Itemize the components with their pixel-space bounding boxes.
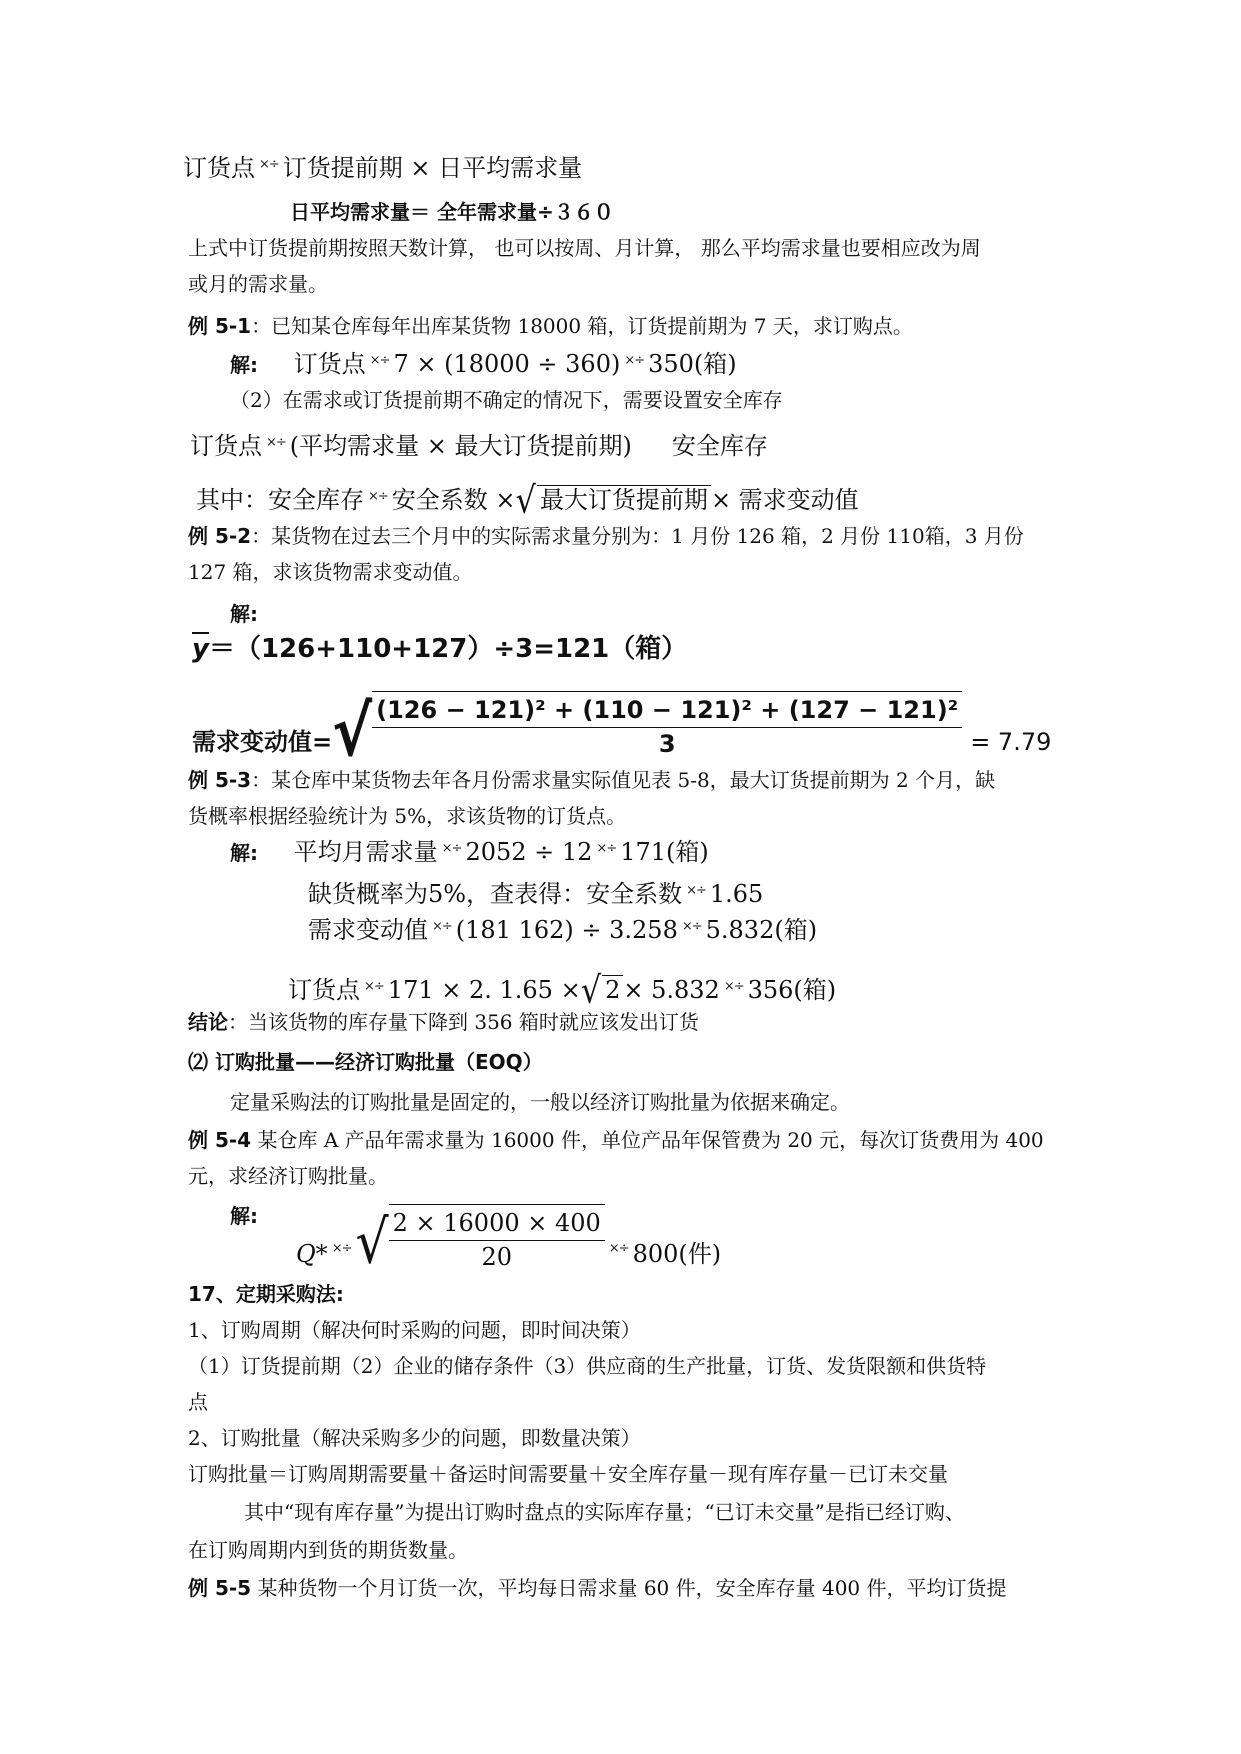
sqrt-symbol: √ xyxy=(355,1208,389,1278)
fraction xyxy=(389,1204,605,1272)
eoq-formula xyxy=(296,1196,722,1278)
paragraph-line: 订购批量＝订购周期需要量＋备运时间需要量＋安全库存量－现有库存量－已订未交量 xyxy=(188,1462,948,1486)
paragraph-line: （1）订货提前期（2）企业的储存条件（3）供应商的生产批量，订货、发货限额和供货特 xyxy=(188,1354,987,1378)
text: ：当该货物的库存量下降到 356 箱时就应该发出订货 xyxy=(228,1010,699,1034)
case-2-line: （2）在需求或订货提前期不确定的情况下，需要设置安全库存 xyxy=(230,388,783,412)
example-label: 例 5-3 xyxy=(188,768,252,792)
fraction xyxy=(372,691,962,759)
garbled-symbol: ×÷ xyxy=(266,435,286,450)
sqrt-symbol: √ xyxy=(332,691,373,773)
text: 订货点 xyxy=(183,154,255,182)
text: 5.832(箱) xyxy=(705,916,818,944)
example-5-5 xyxy=(188,1576,1007,1600)
garbled-symbol: ×÷ xyxy=(441,841,462,856)
garbled-symbol: ×÷ xyxy=(624,353,645,368)
sqrt-content: 2 xyxy=(602,975,623,1005)
garbled-symbol: ×÷ xyxy=(596,841,617,856)
formula-daily-demand: 日平均需求量＝ 全年需求量÷３６０ xyxy=(290,200,614,224)
fraction-denominator: 20 xyxy=(481,1242,512,1271)
sqrt-symbol: √ xyxy=(515,478,536,522)
solution-label: 解: xyxy=(230,353,258,377)
text: × 5.832 xyxy=(623,976,720,1004)
text: 350(箱) xyxy=(648,350,737,378)
example-label: 例 5-5 xyxy=(188,1576,252,1600)
paragraph-line: 或月的需求量。 xyxy=(188,272,328,296)
garbled-symbol: ×÷ xyxy=(259,157,279,172)
text: 订货点 xyxy=(293,350,366,378)
formula-reorder-point xyxy=(183,154,582,183)
example-5-3-step-1 xyxy=(230,838,709,867)
demand-variation-formula xyxy=(192,676,1052,773)
text: = 7.79 xyxy=(970,728,1052,756)
garbled-symbol: ×÷ xyxy=(681,919,702,934)
text: 7 × (18000 ÷ 360) xyxy=(393,350,621,378)
text: (181 162) ÷ 3.258 xyxy=(455,916,678,944)
solution-label: 解: xyxy=(230,1204,258,1228)
solution-label: 解: xyxy=(230,602,258,626)
example-5-2 xyxy=(188,524,1024,548)
text: 缺货概率为5%，查表得：安全系数 xyxy=(308,880,683,908)
text: 1.65 xyxy=(709,880,764,908)
y-bar: $\overline{y}$ xyxy=(192,634,209,664)
mean-demand-formula xyxy=(192,634,687,665)
example-5-1 xyxy=(188,314,913,338)
paragraph-line: 上式中订货提前期按照天数计算， 也可以按周、月计算， 那么平均需求量也要相应改为周 xyxy=(188,236,981,260)
example-5-3-step-4 xyxy=(288,968,837,1012)
text: 需求变动值= xyxy=(192,728,333,756)
garbled-symbol: ×÷ xyxy=(608,1241,629,1256)
solution-label: 解: xyxy=(230,841,258,865)
paragraph-line: 在订购周期内到货的期货数量。 xyxy=(188,1538,468,1562)
text: 订货提前期 × 日平均需求量 xyxy=(282,154,583,182)
text: 356(箱) xyxy=(747,976,837,1004)
example-label: 例 5-1 xyxy=(188,314,252,338)
garbled-symbol: ×÷ xyxy=(331,1241,352,1256)
text: ＝（126+110+127）÷3=121（箱） xyxy=(208,634,688,664)
text: ：某货物在过去三个月中的实际需求量分别为：1 月份 126 箱，2 月份 110箱，3 月份 xyxy=(251,524,1024,548)
text: (平均需求量 × 最大订货提前期) xyxy=(289,432,632,460)
text: 平均月需求量 xyxy=(293,838,438,866)
text: 171 × 2. 1.65 × xyxy=(387,976,581,1004)
text: Q* xyxy=(296,1240,328,1268)
paragraph-line: 2、订购批量（解决采购多少的问题，即数量决策） xyxy=(188,1426,641,1450)
text: 订货点 xyxy=(288,976,360,1004)
example-5-3-step-3 xyxy=(308,916,817,945)
paragraph-line: 货概率根据经验统计为 5%，求该货物的订货点。 xyxy=(188,804,627,828)
text: 安全库存 xyxy=(671,432,768,460)
example-5-1-solution xyxy=(230,350,737,379)
example-5-3-step-2 xyxy=(308,880,763,909)
text: 800(件) xyxy=(632,1240,722,1268)
garbled-symbol: ×÷ xyxy=(364,979,384,994)
formula-safety-stock xyxy=(196,478,859,522)
paragraph-line: 其中“现有库存量”为提出订购时盘点的实际库存量；“已订未交量”是指已经订购、 xyxy=(244,1500,965,1524)
section-heading-17: 17、定期采购法: xyxy=(188,1282,344,1306)
fraction-denominator: 3 xyxy=(658,730,676,758)
fraction-numerator: (126 − 121)² + (110 − 121)² + (127 − 121)² xyxy=(372,696,962,728)
example-label: 例 5-4 xyxy=(188,1128,252,1152)
paragraph-line: 127 箱，求该货物需求变动值。 xyxy=(188,560,473,584)
text: 其中：安全库存 xyxy=(196,486,364,514)
example-label: 例 5-2 xyxy=(188,524,252,548)
text: × 需求变动值 xyxy=(710,486,859,514)
sqrt-content: 最大订货提前期 xyxy=(537,485,711,515)
sqrt-symbol: √ xyxy=(580,968,602,1012)
text: 171(箱) xyxy=(620,838,709,866)
paragraph-line: 点 xyxy=(188,1390,208,1414)
text: 某种货物一个月订货一次，平均每日需求量 60 件，安全库存量 400 件，平均订货提 xyxy=(251,1576,1007,1600)
garbled-symbol: ×÷ xyxy=(368,489,388,504)
text: 2052 ÷ 12 xyxy=(465,838,593,866)
formula-reorder-with-safety xyxy=(190,432,768,461)
section-heading-eoq: ⑵ 订购批量——经济订购批量（EOQ） xyxy=(188,1050,543,1074)
conclusion-label: 结论 xyxy=(188,1010,228,1034)
garbled-symbol: ×÷ xyxy=(723,979,744,994)
example-5-4 xyxy=(188,1128,1044,1152)
garbled-symbol: ×÷ xyxy=(686,883,706,898)
text: 安全系数 × xyxy=(391,486,516,514)
text: ：某仓库中某货物去年各月份需求量实际值见表 5-8，最大订货提前期为 2 个月，缺 xyxy=(251,768,996,792)
paragraph-line: 定量采购法的订购批量是固定的，一般以经济订购批量为依据来确定。 xyxy=(230,1090,850,1114)
fraction-numerator: 2 × 16000 × 400 xyxy=(389,1209,605,1241)
text: ：已知某仓库每年出库某货物 18000 箱，订货提前期为 7 天，求订购点。 xyxy=(251,314,913,338)
paragraph-line: 元，求经济订购批量。 xyxy=(188,1164,388,1188)
example-5-3 xyxy=(188,768,995,792)
text: 某仓库 A 产品年需求量为 16000 件，单位产品年保管费为 20 元，每次订货费用为 400 xyxy=(251,1128,1044,1152)
conclusion xyxy=(188,1010,699,1034)
garbled-symbol: ×÷ xyxy=(369,353,390,368)
paragraph-line: 1、订购周期（解决何时采购的问题，即时间决策） xyxy=(188,1318,641,1342)
text: 需求变动值 xyxy=(308,916,428,944)
garbled-symbol: ×÷ xyxy=(432,919,452,934)
text: 订货点 xyxy=(190,432,262,460)
